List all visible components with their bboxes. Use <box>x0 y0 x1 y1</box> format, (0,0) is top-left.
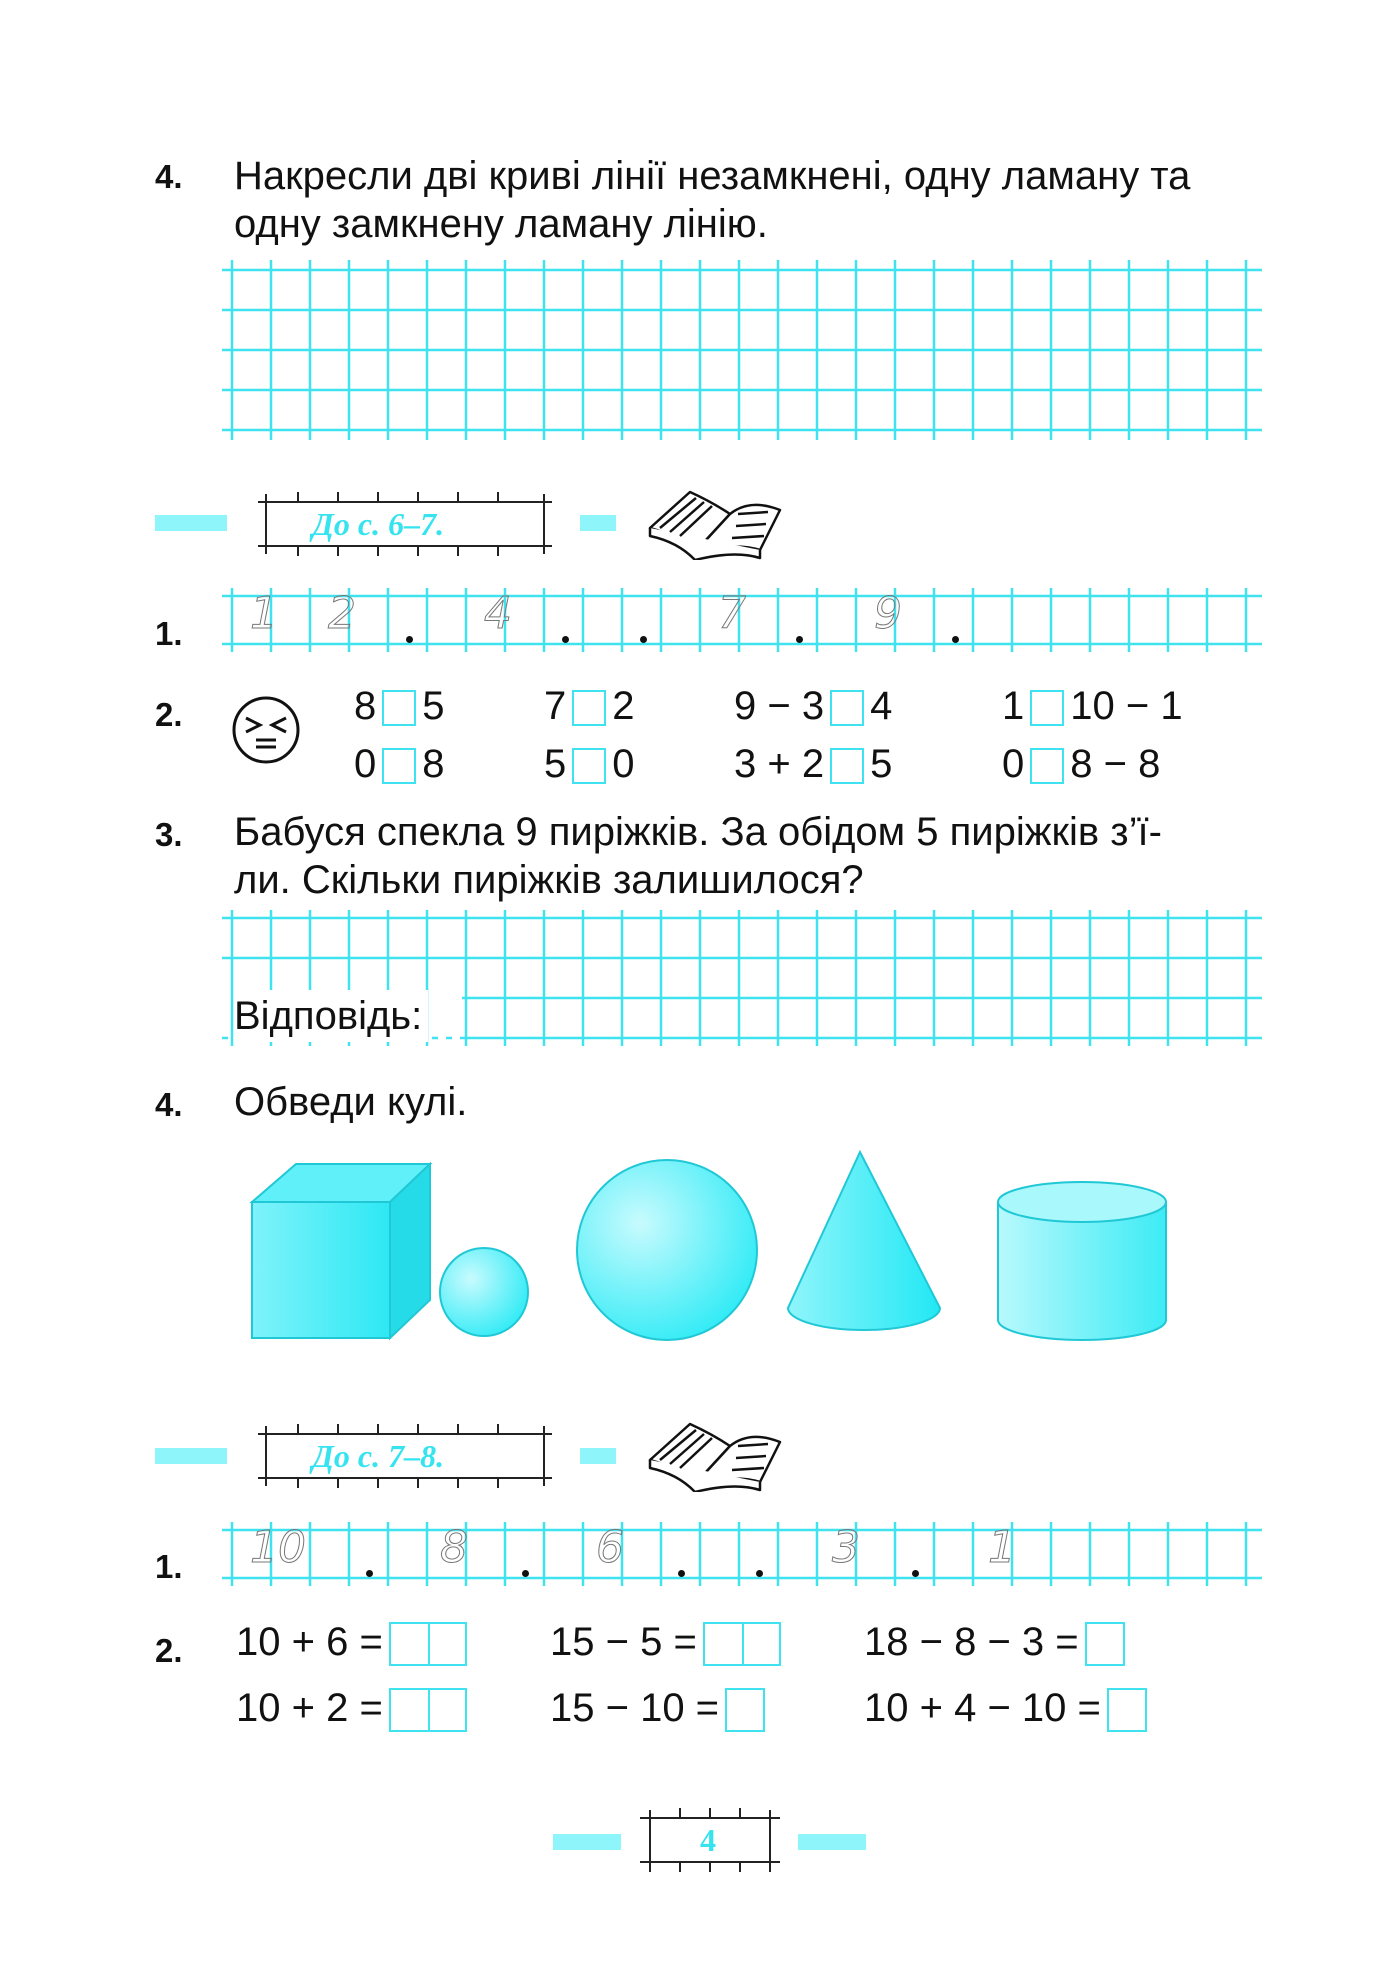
answer-box-1[interactable] <box>1085 1622 1125 1666</box>
large-sphere-shape[interactable] <box>577 1160 757 1340</box>
page-number: 4 <box>700 1822 716 1858</box>
equation: 10 + 2 = <box>236 1686 383 1730</box>
cylinder-shape <box>998 1182 1166 1340</box>
equation: 10 + 6 = <box>236 1620 383 1664</box>
compare-box[interactable] <box>572 690 606 726</box>
blank-dot <box>912 1570 919 1577</box>
task-text-line1: Накресли дві криві лінії незамкнені, одну ламану та <box>234 154 1191 198</box>
open-book-icon <box>640 480 790 560</box>
equation: 15 − 10 = <box>550 1686 720 1730</box>
traced-number: 1 <box>988 1522 1016 1573</box>
compare-right: 0 <box>612 742 635 786</box>
task-number: 2. <box>155 1632 183 1669</box>
footer-bar-left <box>553 1834 621 1850</box>
traced-number: 6 <box>596 1522 624 1573</box>
task-number: 3. <box>155 816 183 853</box>
traced-number: 8 <box>440 1522 468 1573</box>
cone-shape <box>788 1152 940 1330</box>
compare-right: 5 <box>870 742 893 786</box>
task-number: 2. <box>155 696 183 733</box>
compare-right: 4 <box>870 684 893 728</box>
blank-dot <box>796 636 803 643</box>
equation: 18 − 8 − 3 = <box>864 1620 1079 1664</box>
compare-signs-icon <box>230 694 302 766</box>
task-text-line2: одну замкнену ламану лінію. <box>234 202 768 246</box>
blank-dot <box>952 636 959 643</box>
task-number: 4. <box>155 158 183 195</box>
blank-dot <box>640 636 647 643</box>
section-title: До с. 7–8. <box>312 1438 445 1474</box>
section-bar-right <box>580 515 616 531</box>
compare-left: 0 <box>1002 742 1025 786</box>
traced-digit: 4 <box>484 588 512 639</box>
compare-box[interactable] <box>572 748 606 784</box>
compare-left: 1 <box>1002 684 1025 728</box>
blank-dot <box>522 1570 529 1577</box>
answer-label: Відповідь: <box>234 990 428 1042</box>
small-sphere-shape[interactable] <box>440 1248 528 1336</box>
compare-left: 0 <box>354 742 377 786</box>
traced-digit: 2 <box>328 588 356 639</box>
blank-dot <box>756 1570 763 1577</box>
shapes-illustration <box>240 1130 1190 1350</box>
section-title: До с. 6–7. <box>312 506 445 542</box>
task-text: Обведи кулі. <box>234 1080 468 1124</box>
compare-left: 3 + 2 <box>734 742 825 786</box>
compare-right: 5 <box>422 684 445 728</box>
compare-box[interactable] <box>382 748 416 784</box>
blank-dot <box>562 636 569 643</box>
compare-box[interactable] <box>1030 748 1064 784</box>
compare-box[interactable] <box>382 690 416 726</box>
cube-shape <box>252 1164 430 1338</box>
section-bar-left <box>155 1448 227 1464</box>
compare-right: 10 − 1 <box>1070 684 1183 728</box>
answer-box-2[interactable] <box>389 1688 467 1732</box>
compare-right: 2 <box>612 684 635 728</box>
blank-dot <box>406 636 413 643</box>
task-text-line2: ли. Скільки пиріжків залишилося? <box>234 858 864 902</box>
blank-dot <box>366 1570 373 1577</box>
answer-box-2[interactable] <box>389 1622 467 1666</box>
compare-left: 9 − 3 <box>734 684 825 728</box>
section-bar-right <box>580 1448 616 1464</box>
blank-dot <box>678 1570 685 1577</box>
traced-digit: 9 <box>874 588 902 639</box>
task-number: 1. <box>155 615 183 652</box>
compare-right: 8 <box>422 742 445 786</box>
task-number: 1. <box>155 1548 183 1585</box>
section-bar-left <box>155 515 227 531</box>
task-number: 4. <box>155 1086 183 1123</box>
compare-box[interactable] <box>1030 690 1064 726</box>
compare-box[interactable] <box>830 748 864 784</box>
answer-box-2[interactable] <box>703 1622 781 1666</box>
digit-writing-grid[interactable] <box>222 1522 1262 1586</box>
equation: 15 − 5 = <box>550 1620 697 1664</box>
equation: 10 + 4 − 10 = <box>864 1686 1101 1730</box>
answer-box-1[interactable] <box>1107 1688 1147 1732</box>
open-book-icon <box>640 1412 790 1492</box>
compare-left: 5 <box>544 742 567 786</box>
traced-number: 10 <box>250 1522 306 1573</box>
answer-box-1[interactable] <box>725 1688 765 1732</box>
traced-digit: 1 <box>250 588 278 639</box>
traced-digit: 7 <box>718 588 746 639</box>
drawing-grid[interactable] <box>222 260 1262 440</box>
compare-left: 8 <box>354 684 377 728</box>
compare-right: 8 − 8 <box>1070 742 1161 786</box>
task-text-line1: Бабуся спекла 9 пиріжків. За обідом 5 пиріжків з’ї- <box>234 810 1162 854</box>
compare-left: 7 <box>544 684 567 728</box>
footer-bar-right <box>798 1834 866 1850</box>
traced-number: 3 <box>832 1522 860 1573</box>
compare-box[interactable] <box>830 690 864 726</box>
